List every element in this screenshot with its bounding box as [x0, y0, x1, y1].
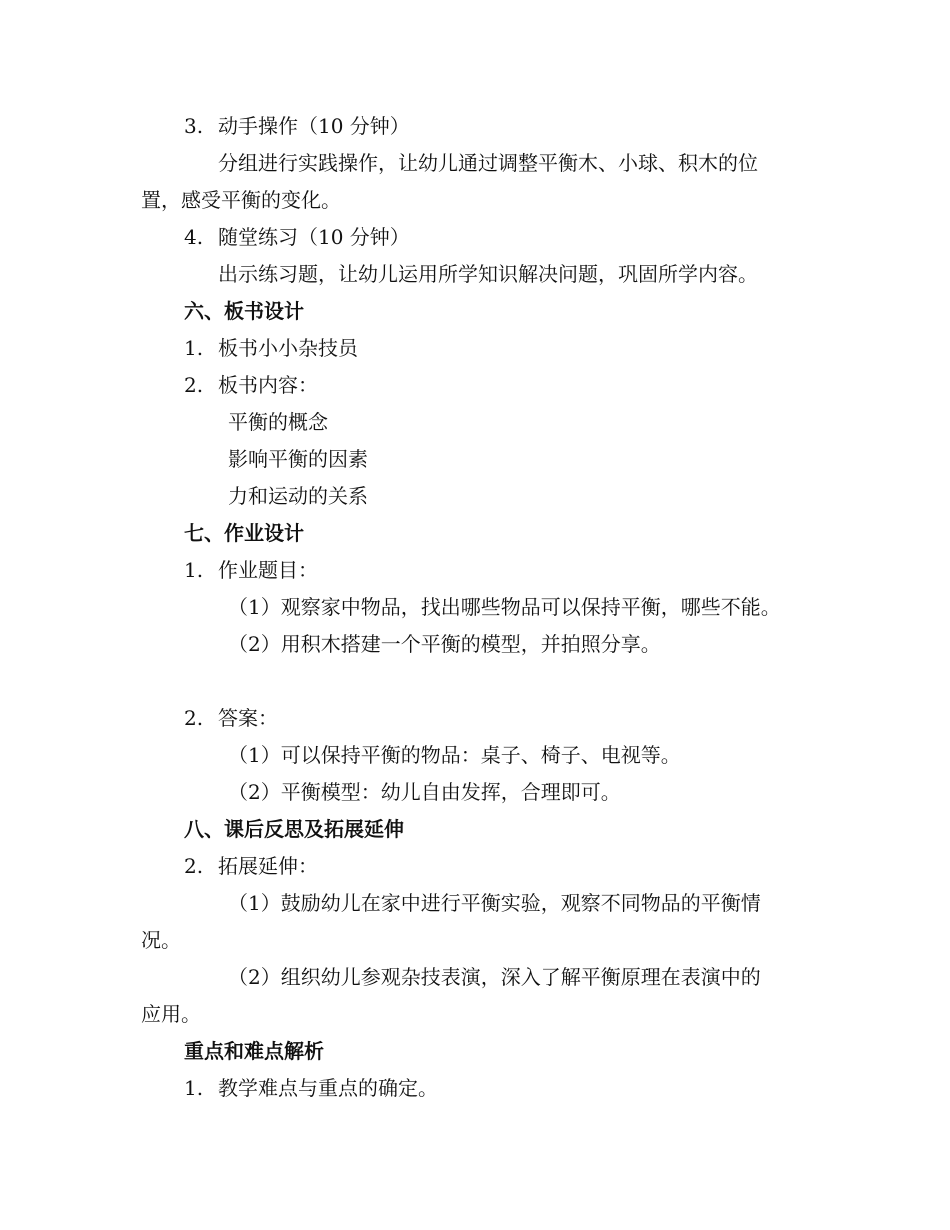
list-text: 拓展延伸：	[218, 854, 318, 878]
list-item	[184, 704, 278, 732]
list-number: 1.	[184, 1076, 204, 1100]
paragraph: 分组进行实践操作，让幼儿通过调整平衡木、小球、积木的位	[218, 151, 758, 175]
list-text: 作业题目：	[218, 558, 318, 582]
extension-item-cont: 应用。	[141, 1002, 201, 1026]
list-text: 板书小小杂技员	[218, 336, 358, 360]
extension-item: （1）鼓励幼儿在家中进行平衡实验，观察不同物品的平衡情	[228, 891, 761, 915]
homework-item: （2）用积木搭建一个平衡的模型，并拍照分享。	[228, 632, 661, 656]
homework-item: （1）观察家中物品，找出哪些物品可以保持平衡，哪些不能。	[228, 595, 781, 619]
paragraph: 出示练习题，让幼儿运用所学知识解决问题，巩固所学内容。	[218, 262, 758, 286]
answer-item: （1）可以保持平衡的物品：桌子、椅子、电视等。	[228, 743, 681, 767]
board-item: 平衡的概念	[228, 410, 328, 434]
section-heading: 八、课后反思及拓展延伸	[184, 817, 404, 841]
extension-item: （2）组织幼儿参观杂技表演，深入了解平衡原理在表演中的	[228, 965, 761, 989]
list-item	[184, 556, 318, 584]
list-text: 随堂练习（10 分钟）	[218, 225, 410, 249]
activity-3-heading	[184, 112, 410, 140]
section-heading: 六、板书设计	[184, 299, 304, 323]
list-text: 答案：	[218, 706, 278, 730]
list-number: 3.	[184, 114, 204, 138]
list-text: 动手操作（10 分钟）	[218, 114, 410, 138]
list-item	[184, 852, 318, 880]
section-heading: 七、作业设计	[184, 521, 304, 545]
board-item: 力和运动的关系	[228, 484, 368, 508]
paragraph: 置，感受平衡的变化。	[141, 188, 341, 212]
answer-item: （2）平衡模型：幼儿自由发挥，合理即可。	[228, 780, 621, 804]
list-number: 4.	[184, 225, 204, 249]
list-item	[184, 371, 318, 399]
list-text: 板书内容：	[218, 373, 318, 397]
list-number: 2.	[184, 706, 204, 730]
activity-4-heading	[184, 223, 410, 251]
list-number: 1.	[184, 558, 204, 582]
list-number: 1.	[184, 336, 204, 360]
list-number: 2.	[184, 373, 204, 397]
board-item: 影响平衡的因素	[228, 447, 368, 471]
list-item	[184, 334, 358, 362]
extension-item-cont: 况。	[141, 928, 181, 952]
list-text: 教学难点与重点的确定。	[218, 1076, 438, 1100]
list-number: 2.	[184, 854, 204, 878]
section-heading: 重点和难点解析	[184, 1039, 324, 1063]
list-item	[184, 1074, 438, 1102]
